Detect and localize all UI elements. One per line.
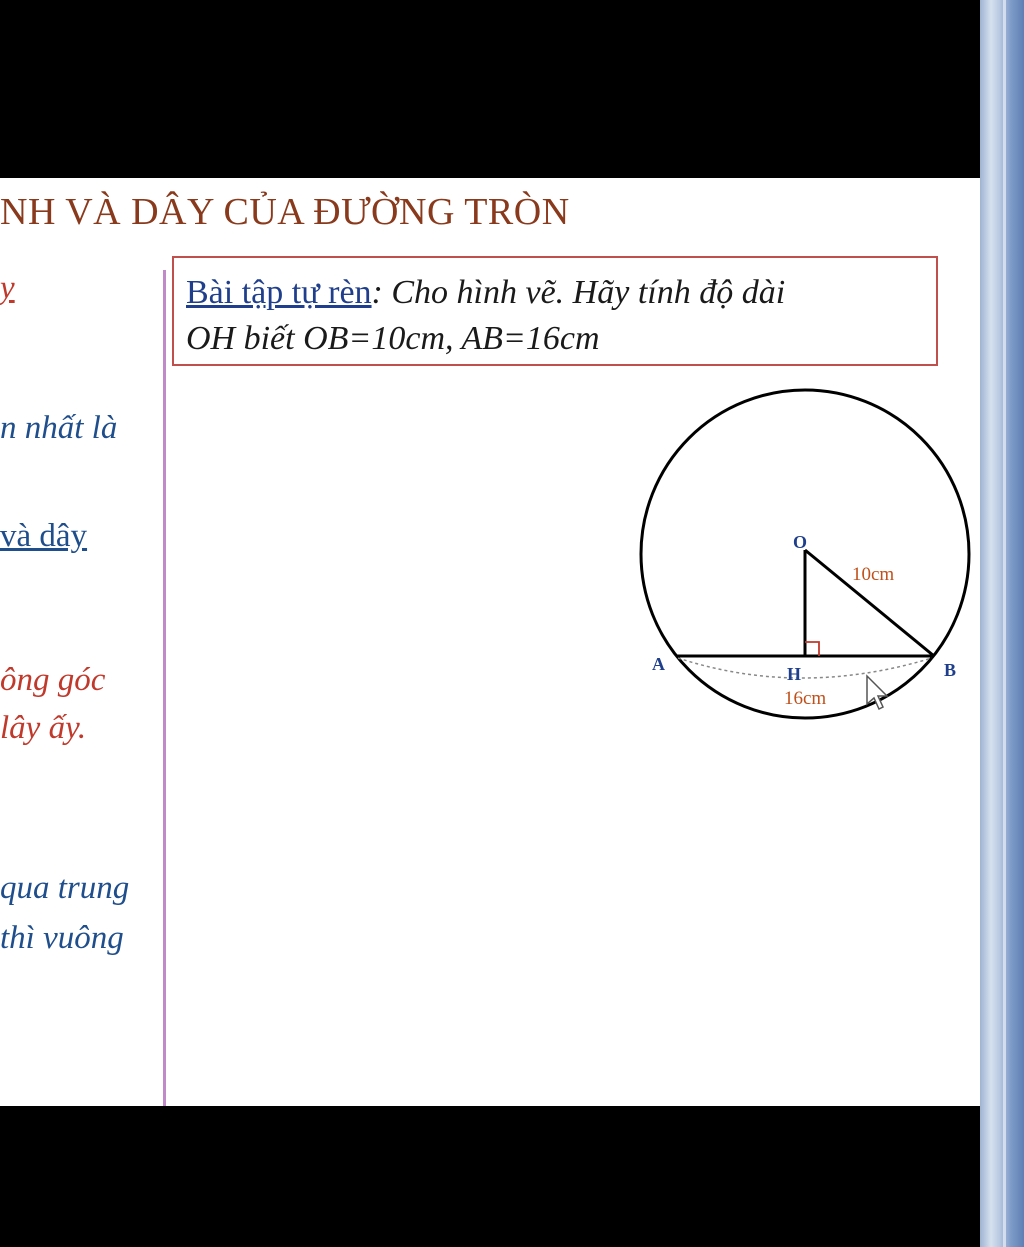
column-divider	[163, 270, 166, 1106]
left-fragment-2: n nhất là	[0, 410, 118, 446]
video-letterbox-bottom	[0, 1106, 980, 1247]
arc-guide	[678, 658, 932, 678]
label-ob-length: 10cm	[852, 564, 895, 585]
scrollbar-track-highlight	[1003, 0, 1006, 1247]
exercise-line-1	[186, 270, 926, 316]
vertical-scrollbar[interactable]	[980, 0, 1024, 1247]
label-a: A	[652, 654, 665, 674]
exercise-line-2: OH biết OB=10cm, AB=16cm	[186, 320, 600, 357]
left-fragment-3: và dây	[0, 518, 88, 554]
exercise-text-1: Cho hình vẽ. Hãy tính độ dài	[391, 274, 786, 311]
left-fragment-5: lây ấy.	[0, 710, 87, 746]
left-fragment-6: qua trung	[0, 870, 130, 906]
label-o: O	[793, 532, 808, 552]
exercise-box	[172, 256, 938, 366]
left-fragment-7: thì vuông	[0, 920, 124, 956]
geometry-figure	[630, 378, 980, 738]
video-letterbox-top	[0, 0, 980, 178]
right-angle-mark	[805, 642, 819, 656]
left-fragment-1: y	[0, 270, 15, 306]
exercise-colon: :	[371, 274, 392, 311]
label-ab-length: 16cm	[784, 688, 827, 709]
left-fragment-4: ông góc	[0, 662, 106, 698]
slide-title: NH VÀ DÂY CỦA ĐƯỜNG TRÒN	[0, 191, 570, 233]
exercise-label: Bài tập tự rèn	[186, 274, 372, 311]
slide-canvas	[0, 178, 980, 1106]
label-h: H	[787, 664, 802, 684]
circle-diagram	[630, 378, 980, 738]
label-b: B	[944, 660, 957, 680]
